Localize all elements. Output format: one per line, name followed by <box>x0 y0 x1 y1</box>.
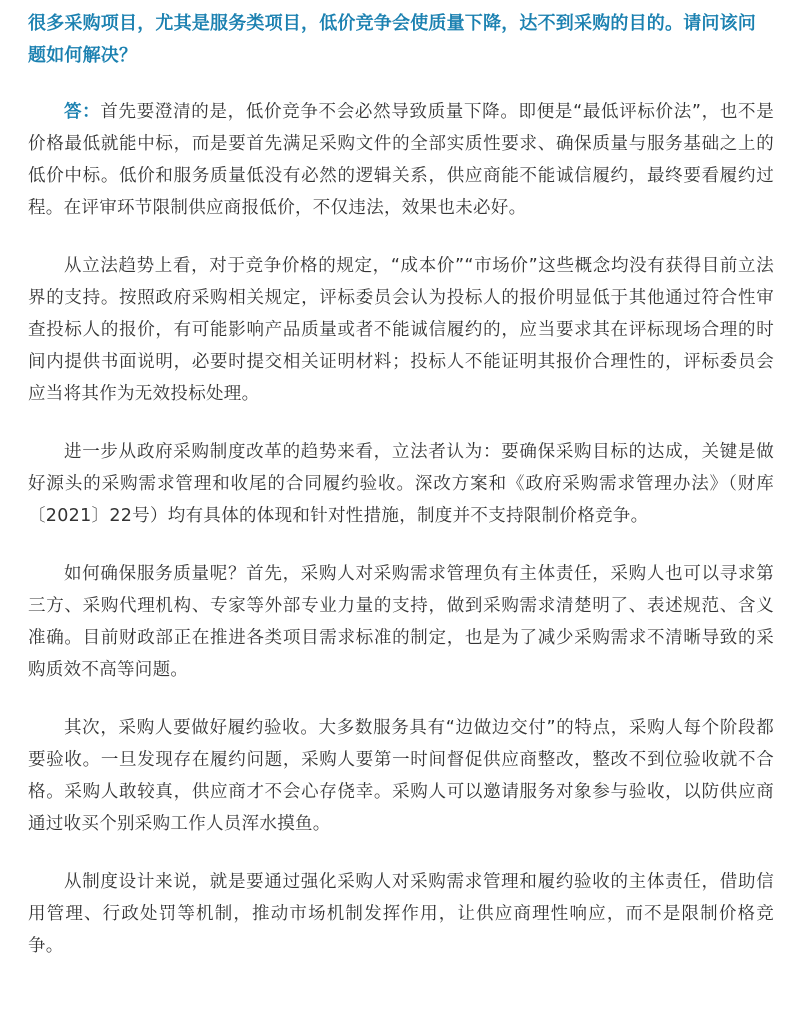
answer-paragraph-5: 其次，采购人要做好履约验收。大多数服务具有“边做边交付”的特点，采购人每个阶段都要验收。一旦发现存在履约问题，采购人要第一时间督促供应商整改，整改不到位验收就不合格。采购人敢较真，供应商才不会心存侥幸。采购人可以邀请服务对象参与验收，以防供应商通过收买个别采购工作人员浑水摸鱼。 <box>28 718 774 834</box>
answer-paragraph-2: 从立法趋势上看，对于竞争价格的规定，“成本价”“市场价”这些概念均没有获得目前立法界的支持。按照政府采购相关规定，评标委员会认为投标人的报价明显低于其他通过符合性审查投标人的报价，有可能影响产品质量或者不能诚信履约的，应当要求其在评标现场合理的时间内提供书面说明，必要时提交相关证明材料；投标人不能证明其报价合理性的，评标委员会应当将其作为无效投标处理。 <box>28 256 774 404</box>
answer-paragraph-3: 进一步从政府采购制度改革的趋势来看，立法者认为：要确保采购目标的达成，关键是做好源头的采购需求管理和收尾的合同履约验收。深改方案和《政府采购需求管理办法》（财库〔2021〕22号）均有具体的体现和针对性措施，制度并不支持限制价格竞争。 <box>28 442 774 526</box>
answer-paragraph-4: 如何确保服务质量呢？首先，采购人对采购需求管理负有主体责任，采购人也可以寻求第三方、采购代理机构、专家等外部专业力量的支持，做到采购需求清楚明了、表述规范、含义准确。目前财政部正在推进各类项目需求标准的制定，也是为了减少采购需求不清晰导致的采购质效不高等问题。 <box>28 564 774 680</box>
answer-paragraph-6: 从制度设计来说，就是要通过强化采购人对采购需求管理和履约验收的主体责任，借助信用管理、行政处罚等机制，推动市场机制发挥作用，让供应商理性响应，而不是限制价格竞争。 <box>28 872 774 956</box>
question-heading: 很多采购项目，尤其是服务类项目，低价竞争会使质量下降，达不到采购的目的。请问该问题如何解决？ <box>28 13 756 66</box>
answer-label: 答： <box>64 102 101 122</box>
answer-paragraph-1 <box>28 96 774 224</box>
answer-paragraph-1-text: 首先要澄清的是，低价竞争不会必然导致质量下降。即便是“最低评标价法”，也不是价格最低就能中标，而是要首先满足采购文件的全部实质性要求、确保质量与服务基础之上的低价中标。低价和服务质量低没有必然的逻辑关系，供应商能不能诚信履约，最终要看履约过程。在评审环节限制供应商报低价，不仅违法，效果也未必好。 <box>28 102 775 218</box>
